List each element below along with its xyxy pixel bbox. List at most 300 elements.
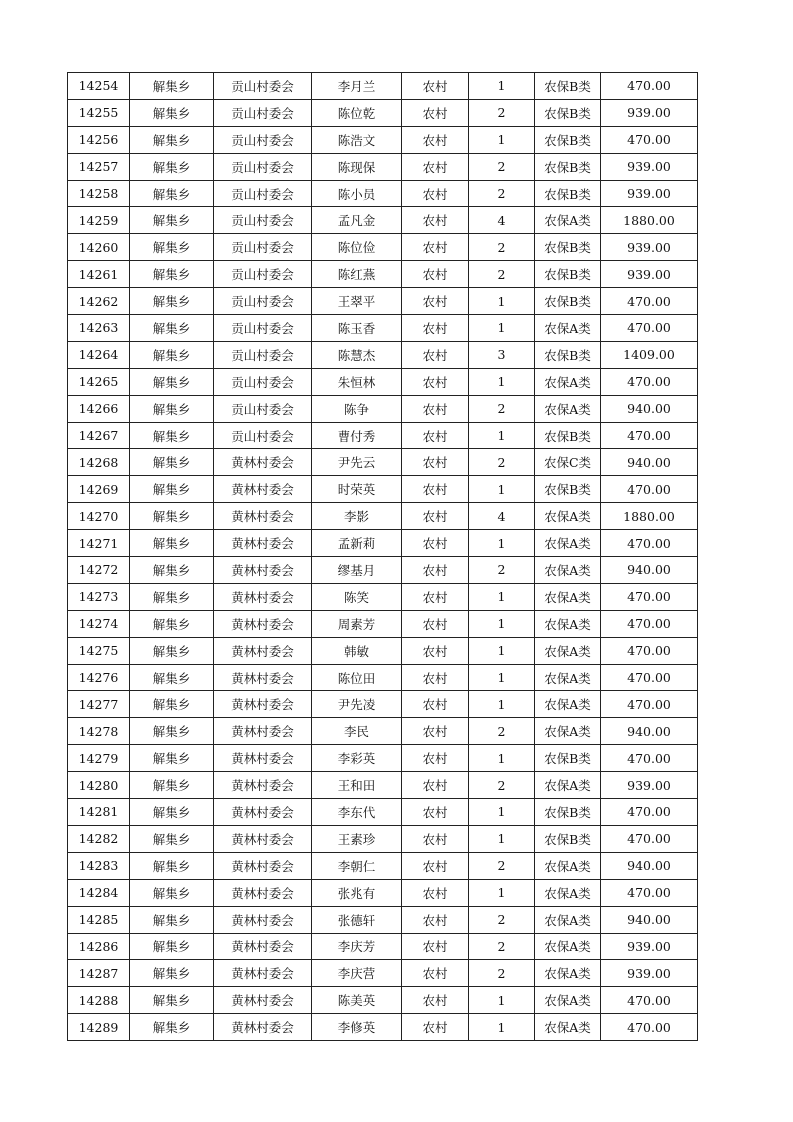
household-type-cell: 农村 [402,557,469,584]
table-row [68,395,698,422]
village-committee-cell: 贡山村委会 [214,234,312,261]
name-cell: 李庆营 [312,960,402,987]
township-cell: 解集乡 [130,610,214,637]
table-body [68,73,698,1041]
township-cell: 解集乡 [130,960,214,987]
village-committee-cell: 黄林村委会 [214,1014,312,1041]
record-number-cell: 14289 [68,1014,130,1041]
amount-cell: 939.00 [601,933,698,960]
record-number-cell: 14283 [68,852,130,879]
household-type-cell: 农村 [402,422,469,449]
household-type-cell: 农村 [402,180,469,207]
township-cell: 解集乡 [130,825,214,852]
household-type-cell: 农村 [402,261,469,288]
amount-cell: 470.00 [601,691,698,718]
amount-cell: 939.00 [601,99,698,126]
record-number-cell: 14267 [68,422,130,449]
family-size-cell: 2 [469,153,535,180]
village-committee-cell: 贡山村委会 [214,126,312,153]
record-number-cell: 14260 [68,234,130,261]
record-number-cell: 14288 [68,987,130,1014]
family-size-cell: 4 [469,503,535,530]
table-row [68,530,698,557]
name-cell: 陈位田 [312,664,402,691]
family-size-cell: 3 [469,341,535,368]
amount-cell: 940.00 [601,449,698,476]
amount-cell: 470.00 [601,422,698,449]
township-cell: 解集乡 [130,395,214,422]
category-cell: 农保B类 [535,288,601,315]
category-cell: 农保A类 [535,315,601,342]
record-number-cell: 14259 [68,207,130,234]
amount-cell: 470.00 [601,610,698,637]
name-cell: 李彩英 [312,745,402,772]
category-cell: 农保A类 [535,637,601,664]
family-size-cell: 1 [469,530,535,557]
record-number-cell: 14281 [68,799,130,826]
name-cell: 李修英 [312,1014,402,1041]
family-size-cell: 2 [469,772,535,799]
category-cell: 农保A类 [535,368,601,395]
household-type-cell: 农村 [402,691,469,718]
table-row [68,180,698,207]
household-type-cell: 农村 [402,503,469,530]
family-size-cell: 2 [469,180,535,207]
family-size-cell: 1 [469,637,535,664]
category-cell: 农保B类 [535,73,601,100]
village-committee-cell: 贡山村委会 [214,261,312,288]
village-committee-cell: 贡山村委会 [214,73,312,100]
household-type-cell: 农村 [402,99,469,126]
village-committee-cell: 贡山村委会 [214,99,312,126]
household-type-cell: 农村 [402,449,469,476]
village-committee-cell: 黄林村委会 [214,449,312,476]
name-cell: 陈位乾 [312,99,402,126]
village-committee-cell: 贡山村委会 [214,395,312,422]
family-size-cell: 2 [469,234,535,261]
category-cell: 农保A类 [535,852,601,879]
family-size-cell: 2 [469,906,535,933]
amount-cell: 470.00 [601,126,698,153]
family-size-cell: 1 [469,745,535,772]
household-type-cell: 农村 [402,476,469,503]
village-committee-cell: 黄林村委会 [214,637,312,664]
family-size-cell: 1 [469,583,535,610]
table-row [68,503,698,530]
amount-cell: 470.00 [601,799,698,826]
township-cell: 解集乡 [130,180,214,207]
township-cell: 解集乡 [130,368,214,395]
data-table [67,72,698,1041]
record-number-cell: 14257 [68,153,130,180]
table-row [68,288,698,315]
record-number-cell: 14277 [68,691,130,718]
name-cell: 王素珍 [312,825,402,852]
amount-cell: 470.00 [601,368,698,395]
amount-cell: 470.00 [601,879,698,906]
household-type-cell: 农村 [402,530,469,557]
table-row [68,987,698,1014]
category-cell: 农保C类 [535,449,601,476]
name-cell: 王翠平 [312,288,402,315]
category-cell: 农保B类 [535,341,601,368]
record-number-cell: 14264 [68,341,130,368]
category-cell: 农保B类 [535,234,601,261]
village-committee-cell: 贡山村委会 [214,180,312,207]
household-type-cell: 农村 [402,799,469,826]
village-committee-cell: 黄林村委会 [214,960,312,987]
amount-cell: 940.00 [601,557,698,584]
township-cell: 解集乡 [130,987,214,1014]
family-size-cell: 2 [469,449,535,476]
township-cell: 解集乡 [130,73,214,100]
household-type-cell: 农村 [402,341,469,368]
village-committee-cell: 贡山村委会 [214,153,312,180]
record-number-cell: 14254 [68,73,130,100]
name-cell: 张兆有 [312,879,402,906]
category-cell: 农保B类 [535,261,601,288]
township-cell: 解集乡 [130,341,214,368]
township-cell: 解集乡 [130,879,214,906]
record-number-cell: 14287 [68,960,130,987]
table-row [68,261,698,288]
township-cell: 解集乡 [130,422,214,449]
table-row [68,341,698,368]
amount-cell: 470.00 [601,530,698,557]
amount-cell: 470.00 [601,825,698,852]
amount-cell: 470.00 [601,288,698,315]
township-cell: 解集乡 [130,664,214,691]
township-cell: 解集乡 [130,530,214,557]
village-committee-cell: 贡山村委会 [214,315,312,342]
township-cell: 解集乡 [130,476,214,503]
township-cell: 解集乡 [130,906,214,933]
category-cell: 农保A类 [535,960,601,987]
record-number-cell: 14265 [68,368,130,395]
village-committee-cell: 黄林村委会 [214,691,312,718]
family-size-cell: 2 [469,557,535,584]
household-type-cell: 农村 [402,825,469,852]
table-row [68,207,698,234]
amount-cell: 940.00 [601,718,698,745]
category-cell: 农保A类 [535,207,601,234]
family-size-cell: 2 [469,852,535,879]
township-cell: 解集乡 [130,745,214,772]
amount-cell: 470.00 [601,1014,698,1041]
amount-cell: 940.00 [601,395,698,422]
township-cell: 解集乡 [130,1014,214,1041]
table-row [68,315,698,342]
family-size-cell: 1 [469,610,535,637]
amount-cell: 1880.00 [601,503,698,530]
record-number-cell: 14274 [68,610,130,637]
amount-cell: 939.00 [601,960,698,987]
record-number-cell: 14273 [68,583,130,610]
amount-cell: 470.00 [601,73,698,100]
name-cell: 张德轩 [312,906,402,933]
household-type-cell: 农村 [402,664,469,691]
table-row [68,960,698,987]
amount-cell: 470.00 [601,987,698,1014]
village-committee-cell: 黄林村委会 [214,530,312,557]
table-row [68,557,698,584]
township-cell: 解集乡 [130,637,214,664]
name-cell: 王和田 [312,772,402,799]
amount-cell: 1880.00 [601,207,698,234]
village-committee-cell: 黄林村委会 [214,987,312,1014]
family-size-cell: 1 [469,799,535,826]
name-cell: 缪基月 [312,557,402,584]
record-number-cell: 14263 [68,315,130,342]
name-cell: 李月兰 [312,73,402,100]
category-cell: 农保A类 [535,503,601,530]
category-cell: 农保A类 [535,906,601,933]
table-row [68,852,698,879]
village-committee-cell: 黄林村委会 [214,476,312,503]
table-row [68,933,698,960]
name-cell: 陈浩文 [312,126,402,153]
household-type-cell: 农村 [402,637,469,664]
family-size-cell: 2 [469,99,535,126]
record-number-cell: 14266 [68,395,130,422]
household-type-cell: 农村 [402,960,469,987]
village-committee-cell: 黄林村委会 [214,933,312,960]
village-committee-cell: 贡山村委会 [214,207,312,234]
name-cell: 李影 [312,503,402,530]
record-number-cell: 14275 [68,637,130,664]
table-row [68,368,698,395]
township-cell: 解集乡 [130,691,214,718]
table-row [68,126,698,153]
household-type-cell: 农村 [402,234,469,261]
name-cell: 孟凡金 [312,207,402,234]
village-committee-cell: 黄林村委会 [214,772,312,799]
village-committee-cell: 黄林村委会 [214,825,312,852]
village-committee-cell: 贡山村委会 [214,368,312,395]
village-committee-cell: 黄林村委会 [214,799,312,826]
amount-cell: 939.00 [601,153,698,180]
township-cell: 解集乡 [130,126,214,153]
record-number-cell: 14258 [68,180,130,207]
township-cell: 解集乡 [130,852,214,879]
amount-cell: 939.00 [601,261,698,288]
table-row [68,153,698,180]
family-size-cell: 1 [469,368,535,395]
township-cell: 解集乡 [130,99,214,126]
name-cell: 陈玉香 [312,315,402,342]
family-size-cell: 2 [469,395,535,422]
household-type-cell: 农村 [402,772,469,799]
name-cell: 李庆芳 [312,933,402,960]
village-committee-cell: 黄林村委会 [214,718,312,745]
record-number-cell: 14282 [68,825,130,852]
record-number-cell: 14271 [68,530,130,557]
record-number-cell: 14261 [68,261,130,288]
name-cell: 时荣英 [312,476,402,503]
family-size-cell: 1 [469,1014,535,1041]
household-type-cell: 农村 [402,288,469,315]
household-type-cell: 农村 [402,73,469,100]
table-row [68,73,698,100]
category-cell: 农保A类 [535,583,601,610]
village-committee-cell: 黄林村委会 [214,852,312,879]
family-size-cell: 1 [469,73,535,100]
name-cell: 陈笑 [312,583,402,610]
record-number-cell: 14286 [68,933,130,960]
name-cell: 朱恒林 [312,368,402,395]
record-number-cell: 14285 [68,906,130,933]
category-cell: 农保A类 [535,879,601,906]
family-size-cell: 1 [469,288,535,315]
record-number-cell: 14270 [68,503,130,530]
table-row [68,1014,698,1041]
village-committee-cell: 贡山村委会 [214,288,312,315]
township-cell: 解集乡 [130,261,214,288]
record-number-cell: 14284 [68,879,130,906]
amount-cell: 470.00 [601,745,698,772]
table-row [68,718,698,745]
amount-cell: 470.00 [601,637,698,664]
category-cell: 农保A类 [535,610,601,637]
family-size-cell: 1 [469,315,535,342]
category-cell: 农保A类 [535,557,601,584]
township-cell: 解集乡 [130,234,214,261]
township-cell: 解集乡 [130,583,214,610]
category-cell: 农保A类 [535,530,601,557]
name-cell: 陈现保 [312,153,402,180]
amount-cell: 470.00 [601,315,698,342]
category-cell: 农保A类 [535,772,601,799]
village-committee-cell: 黄林村委会 [214,879,312,906]
name-cell: 尹先凌 [312,691,402,718]
township-cell: 解集乡 [130,503,214,530]
household-type-cell: 农村 [402,610,469,637]
family-size-cell: 1 [469,879,535,906]
table-row [68,745,698,772]
category-cell: 农保A类 [535,691,601,718]
table-row [68,772,698,799]
category-cell: 农保A类 [535,718,601,745]
village-committee-cell: 黄林村委会 [214,610,312,637]
amount-cell: 939.00 [601,234,698,261]
township-cell: 解集乡 [130,315,214,342]
village-committee-cell: 贡山村委会 [214,422,312,449]
amount-cell: 470.00 [601,583,698,610]
household-type-cell: 农村 [402,933,469,960]
township-cell: 解集乡 [130,449,214,476]
table-row [68,610,698,637]
category-cell: 农保B类 [535,153,601,180]
name-cell: 周素芳 [312,610,402,637]
household-type-cell: 农村 [402,368,469,395]
category-cell: 农保B类 [535,745,601,772]
table-row [68,422,698,449]
family-size-cell: 1 [469,126,535,153]
name-cell: 陈小员 [312,180,402,207]
household-type-cell: 农村 [402,315,469,342]
table-row [68,637,698,664]
household-type-cell: 农村 [402,987,469,1014]
family-size-cell: 1 [469,825,535,852]
amount-cell: 470.00 [601,476,698,503]
household-type-cell: 农村 [402,207,469,234]
village-committee-cell: 黄林村委会 [214,664,312,691]
township-cell: 解集乡 [130,288,214,315]
township-cell: 解集乡 [130,799,214,826]
household-type-cell: 农村 [402,395,469,422]
family-size-cell: 1 [469,691,535,718]
name-cell: 李东代 [312,799,402,826]
record-number-cell: 14268 [68,449,130,476]
table-row [68,476,698,503]
name-cell: 陈红燕 [312,261,402,288]
household-type-cell: 农村 [402,153,469,180]
amount-cell: 940.00 [601,906,698,933]
township-cell: 解集乡 [130,557,214,584]
family-size-cell: 2 [469,960,535,987]
household-type-cell: 农村 [402,852,469,879]
family-size-cell: 2 [469,718,535,745]
category-cell: 农保A类 [535,664,601,691]
village-committee-cell: 黄林村委会 [214,557,312,584]
category-cell: 农保B类 [535,126,601,153]
name-cell: 李民 [312,718,402,745]
record-number-cell: 14279 [68,745,130,772]
family-size-cell: 1 [469,987,535,1014]
table-row [68,825,698,852]
township-cell: 解集乡 [130,207,214,234]
name-cell: 陈争 [312,395,402,422]
name-cell: 陈位俭 [312,234,402,261]
village-committee-cell: 黄林村委会 [214,745,312,772]
name-cell: 孟新莉 [312,530,402,557]
record-number-cell: 14276 [68,664,130,691]
amount-cell: 939.00 [601,180,698,207]
village-committee-cell: 黄林村委会 [214,583,312,610]
amount-cell: 1409.00 [601,341,698,368]
village-committee-cell: 黄林村委会 [214,906,312,933]
table-row [68,449,698,476]
village-committee-cell: 黄林村委会 [214,503,312,530]
category-cell: 农保B类 [535,825,601,852]
record-number-cell: 14278 [68,718,130,745]
household-type-cell: 农村 [402,126,469,153]
category-cell: 农保A类 [535,1014,601,1041]
table-row [68,664,698,691]
household-type-cell: 农村 [402,1014,469,1041]
name-cell: 陈美英 [312,987,402,1014]
household-type-cell: 农村 [402,718,469,745]
amount-cell: 470.00 [601,664,698,691]
table-row [68,234,698,261]
category-cell: 农保B类 [535,799,601,826]
table-row [68,799,698,826]
township-cell: 解集乡 [130,933,214,960]
name-cell: 尹先云 [312,449,402,476]
family-size-cell: 1 [469,664,535,691]
category-cell: 农保A类 [535,987,601,1014]
name-cell: 韩敏 [312,637,402,664]
category-cell: 农保A类 [535,395,601,422]
category-cell: 农保B类 [535,422,601,449]
family-size-cell: 1 [469,476,535,503]
table-row [68,691,698,718]
table-row [68,583,698,610]
table-row [68,906,698,933]
township-cell: 解集乡 [130,772,214,799]
table-row [68,879,698,906]
amount-cell: 939.00 [601,772,698,799]
